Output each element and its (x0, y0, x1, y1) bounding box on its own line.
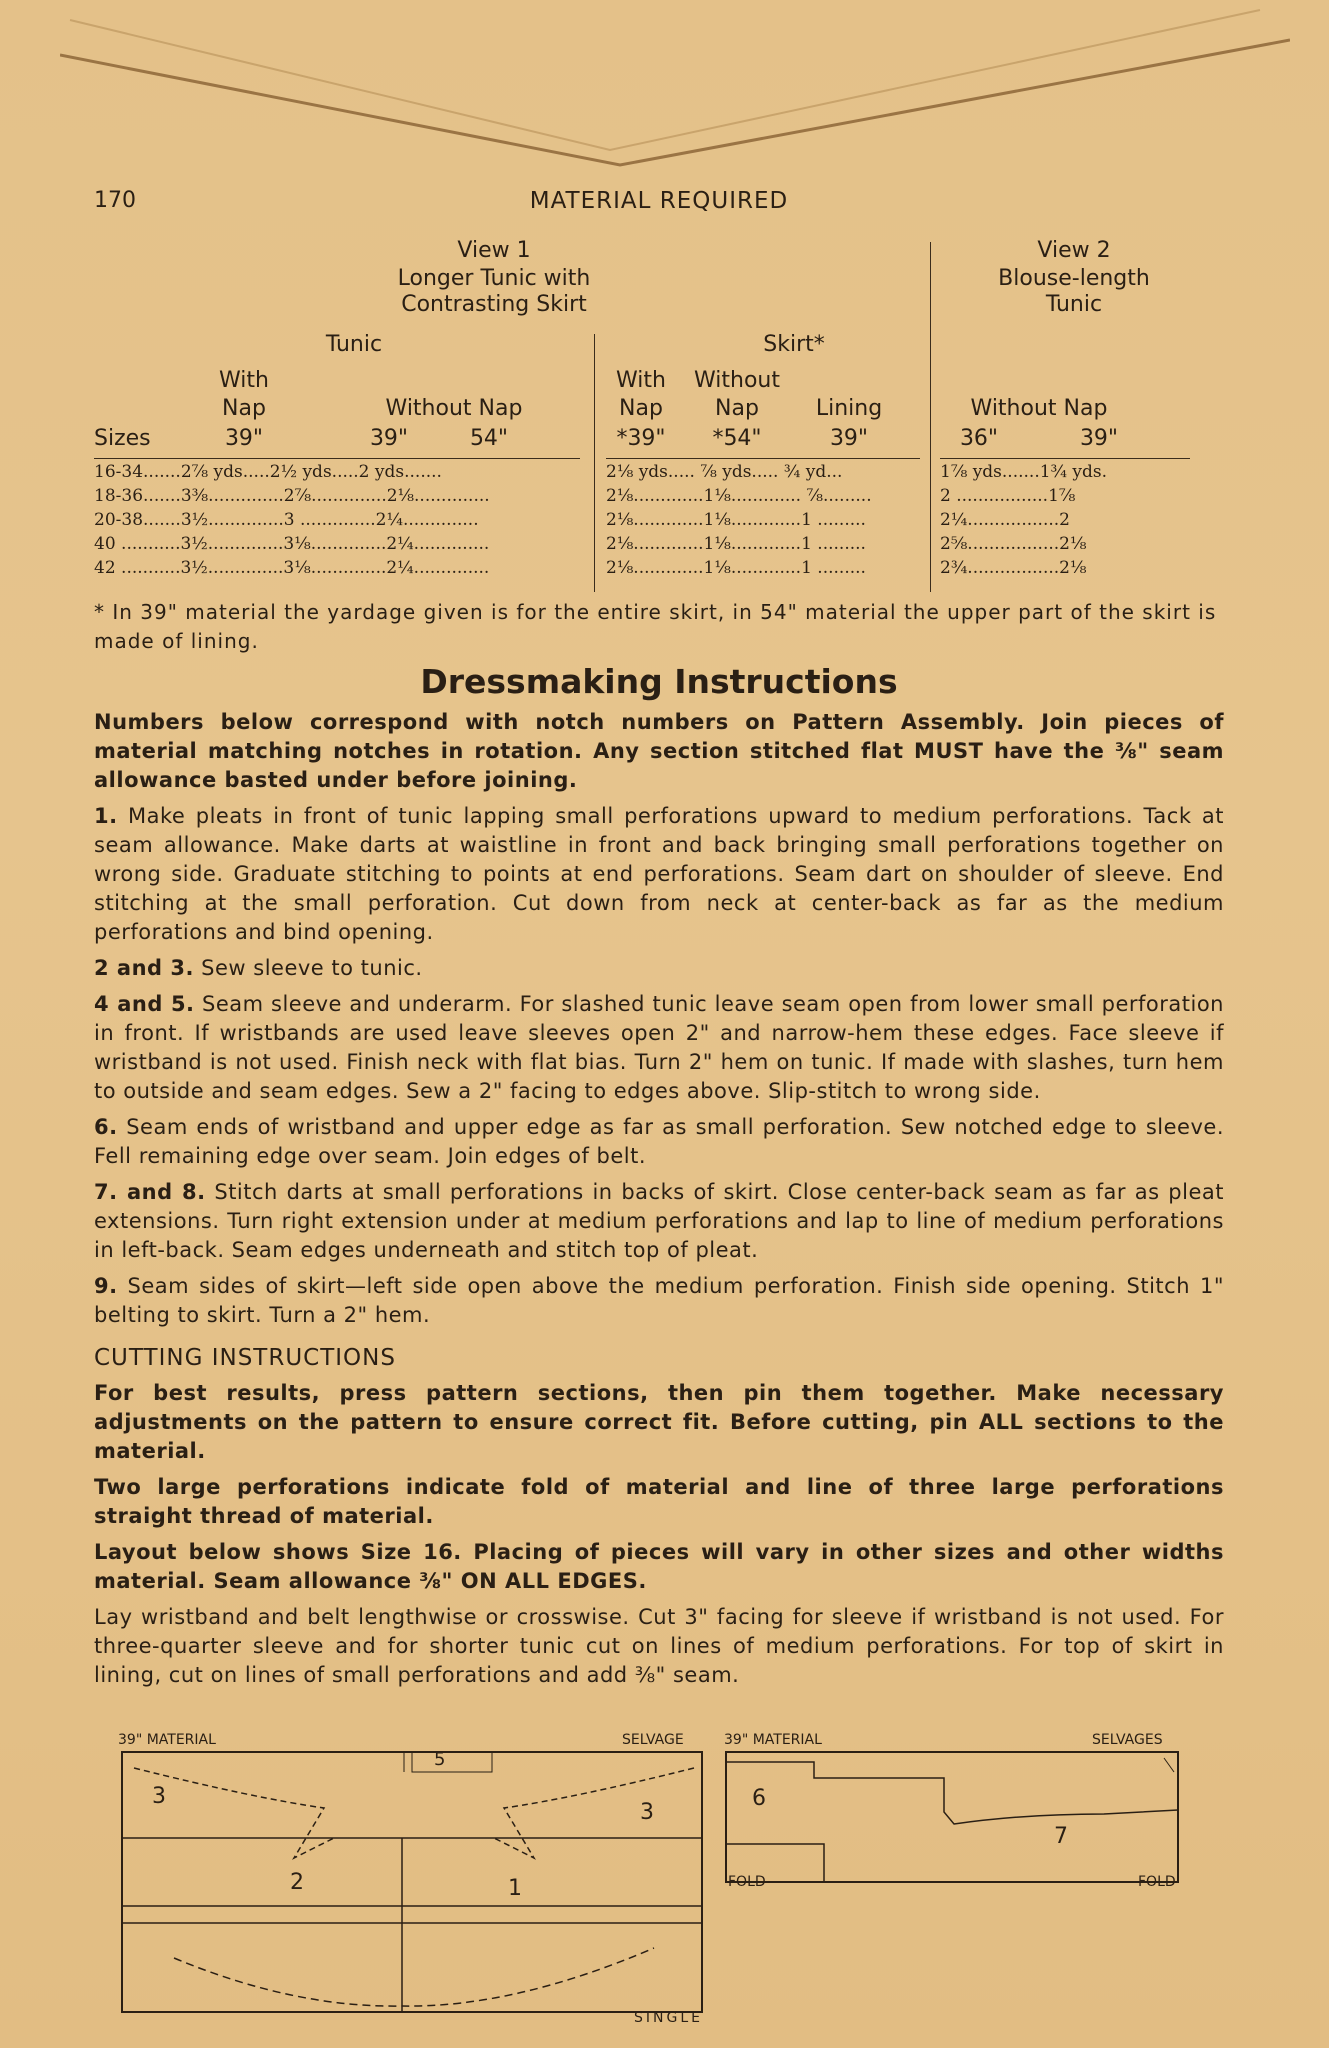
table-row: 16-34.......2⅞ yds.....2½ yds.....2 yds....... (94, 462, 442, 482)
cutting-paragraph-2: Two large perforations indicate fold of material and line of three large perforations straight thread of material. (94, 1475, 1224, 1528)
table-cell: 2⅝.................2⅛ (940, 534, 1087, 554)
table-row: 40 ...........3½..............3⅛..............2¼.............. (94, 534, 490, 554)
table-cell: 2⅛.............1⅛.............1 ......... (606, 510, 866, 530)
piece-3-left: 3 (152, 1784, 166, 1809)
piece-3-right: 3 (640, 1800, 654, 1825)
view2-col-36: 36" (959, 426, 999, 451)
step-number: 6. (94, 1115, 118, 1139)
table-row: 42 ...........3½..............3⅛..............2¼.............. (94, 558, 490, 578)
piece-2: 2 (290, 1870, 304, 1895)
view1-subtitle2: Contrasting Skirt (401, 292, 587, 317)
step-number: 2 and 3. (94, 956, 194, 980)
intro-paragraph: Numbers below correspond with notch numbers on Pattern Assembly. Join pieces of material matching notches in rotation. Any section stitched flat MUST have the ⅜" seam allowance basted under before joining. (94, 710, 1224, 792)
step-text: Sew sleeve to tunic. (193, 956, 423, 980)
col-with-nap: Nap (222, 396, 266, 421)
view2-subtitle2: Tunic (1045, 292, 1103, 317)
tunic-header: Tunic (325, 332, 383, 357)
skirt-col-with: With (616, 368, 666, 393)
step-number: 7. and 8. (94, 1180, 206, 1204)
col-without-39: 39" (369, 426, 409, 451)
piece-7: 7 (1054, 1824, 1068, 1849)
table-cell: 2¾.................2⅛ (940, 558, 1087, 578)
view-divider (930, 242, 931, 592)
table-cell: 2⅛.............1⅛.............1 ......... (606, 534, 866, 554)
piece-1: 1 (508, 1876, 522, 1901)
step-number: 9. (94, 1274, 118, 1298)
table-cell: 2¼.................2 (940, 510, 1070, 530)
page-number: 170 (94, 188, 136, 213)
view1-title: View 1 (457, 238, 531, 263)
view2-col-39: 39" (1079, 426, 1119, 451)
instructions-body (94, 708, 1224, 1697)
layout-material-label: 39" MATERIAL (118, 1732, 216, 1748)
page-title: MATERIAL REQUIRED (529, 188, 789, 214)
step-text: Seam ends of wristband and upper edge as far as small perforation. Sew notched edge to sleeve. Fell remaining edge over seam. Join edges of belt. (94, 1115, 1224, 1168)
step-number: 1. (94, 804, 118, 828)
table-rule (940, 458, 1190, 459)
step-9 (94, 1272, 1224, 1330)
layout-selvage-label: SELVAGE (622, 1732, 684, 1748)
col-with: With (219, 368, 269, 393)
cutting-paragraph-1: For best results, press pattern sections, then pin them together. Make necessary adjustments on the pattern to ensure correct fit. Before cutting, pin ALL sections to the material. (94, 1381, 1224, 1463)
table-row: 18-36.......3⅜..............2⅞..............2⅛.............. (94, 486, 490, 506)
table-rule (94, 458, 580, 459)
table-rule (606, 458, 920, 459)
step-text: Make pleats in front of tunic lapping small perforations upward to medium perforations. Tack at seam allowance. Make darts at waistline in front and back bringing small perforations together on wrong side. Graduate stitching to points at end perforations. Seam dart on shoulder of sleeve. End stitching at the small perforation. Cut down from neck at center-back as far as the medium perforations and bind opening. (94, 804, 1224, 944)
view1-subtitle: Longer Tunic with (397, 266, 591, 291)
step-1 (94, 802, 1224, 947)
step-2-3 (94, 954, 1224, 983)
skirt-col-without-54: *54" (712, 426, 762, 451)
skirt-col-lining: Lining (815, 396, 883, 421)
envelope-flap (60, 0, 1290, 170)
step-text: Seam sleeve and underarm. For slashed tunic leave seam open from lower small perforation in front. If wristbands are used leave sleeves open 2" and narrow-hem these edges. Face sleeve if wristband is not used. Finish neck with flat bias. Turn 2" hem on tunic. If made with slashes, turn hem to outside and seam edges. Sew a 2" facing to edges above. Slip-stitch to wrong side. (94, 992, 1224, 1103)
cutting-paragraph-3: Layout below shows Size 16. Placing of pieces will vary in other sizes and other widths material. Seam allowance ⅜" ON ALL EDGES. (94, 1540, 1224, 1593)
yardage-footnote: * In 39" material the yardage given is for the entire skirt, in 54" material the upper part of the skirt is made of lining. (94, 600, 1217, 653)
skirt-header: Skirt* (763, 332, 825, 357)
step-6 (94, 1113, 1224, 1171)
step-number: 4 and 5. (94, 992, 195, 1016)
col-without-nap: Without Nap (385, 396, 523, 421)
table-cell: 2⅛.............1⅛.............1 ......... (606, 558, 866, 578)
step-text: Seam sides of skirt—left side open above the medium perforation. Finish side opening. Stitch 1" belting to skirt. Turn a 2" hem. (94, 1274, 1224, 1327)
view2-title: View 2 (1037, 238, 1111, 263)
layout2-material-label: 39" MATERIAL (724, 1732, 822, 1748)
col-with-39: 39" (224, 426, 264, 451)
step-text: Stitch darts at small perforations in backs of skirt. Close center-back seam as far as pleat extensions. Turn right extension under at medium perforations and lap to line of medium perforations in left-back. Seam edges underneath and stitch top of pleat. (94, 1180, 1224, 1262)
table-cell: 2⅛ yds..... ⅞ yds..... ¾ yd... (606, 462, 843, 482)
step-7-8 (94, 1178, 1224, 1265)
view2-subtitle: Blouse-length (998, 266, 1150, 291)
cutting-title: CUTTING INSTRUCTIONS (94, 1345, 396, 1371)
col-without-54: 54" (469, 426, 509, 451)
skirt-col-without-nap: Nap (715, 396, 759, 421)
dressmaking-title: Dressmaking Instructions (420, 662, 898, 701)
step-4-5 (94, 990, 1224, 1106)
col-sizes: Sizes (94, 426, 151, 451)
piece-6: 6 (752, 1786, 766, 1811)
table-row: 20-38.......3½..............3 ..............2¼.............. (94, 510, 479, 530)
cutting-paragraph-4: Lay wristband and belt lengthwise or crosswise. Cut 3" facing for sleeve if wristband is not used. For three-quarter sleeve and for shorter tunic cut on lines of medium perforations. For top of skirt in lining, cut on lines of small perforations and add ⅜" seam. (94, 1605, 1224, 1687)
cutting-layout-39-single (94, 1732, 704, 2030)
layout2-diagram (724, 1748, 1184, 1898)
skirt-col-with-39: *39" (616, 426, 666, 451)
fold-label-right: FOLD (1138, 1874, 1176, 1890)
column-divider (594, 334, 595, 592)
layout-diagram (94, 1748, 704, 2028)
piece-5: 5 (434, 1749, 446, 1770)
cutting-layout-39-fold (724, 1732, 1184, 1900)
table-cell: 2 .................1⅞ (940, 486, 1076, 506)
skirt-col-with-nap: Nap (619, 396, 663, 421)
layout2-selvages-label: SELVAGES (1092, 1732, 1163, 1748)
skirt-col-without: Without (694, 368, 780, 393)
table-cell: 2⅛.............1⅛............. ⅞......... (606, 486, 872, 506)
table-cell: 1⅞ yds.......1¾ yds. (940, 462, 1108, 482)
skirt-col-lining-39: 39" (829, 426, 869, 451)
fold-label-left: FOLD (728, 1874, 766, 1890)
view2-col-without-nap: Without Nap (970, 396, 1108, 421)
layout-single-label: SINGLE (634, 2010, 703, 2026)
